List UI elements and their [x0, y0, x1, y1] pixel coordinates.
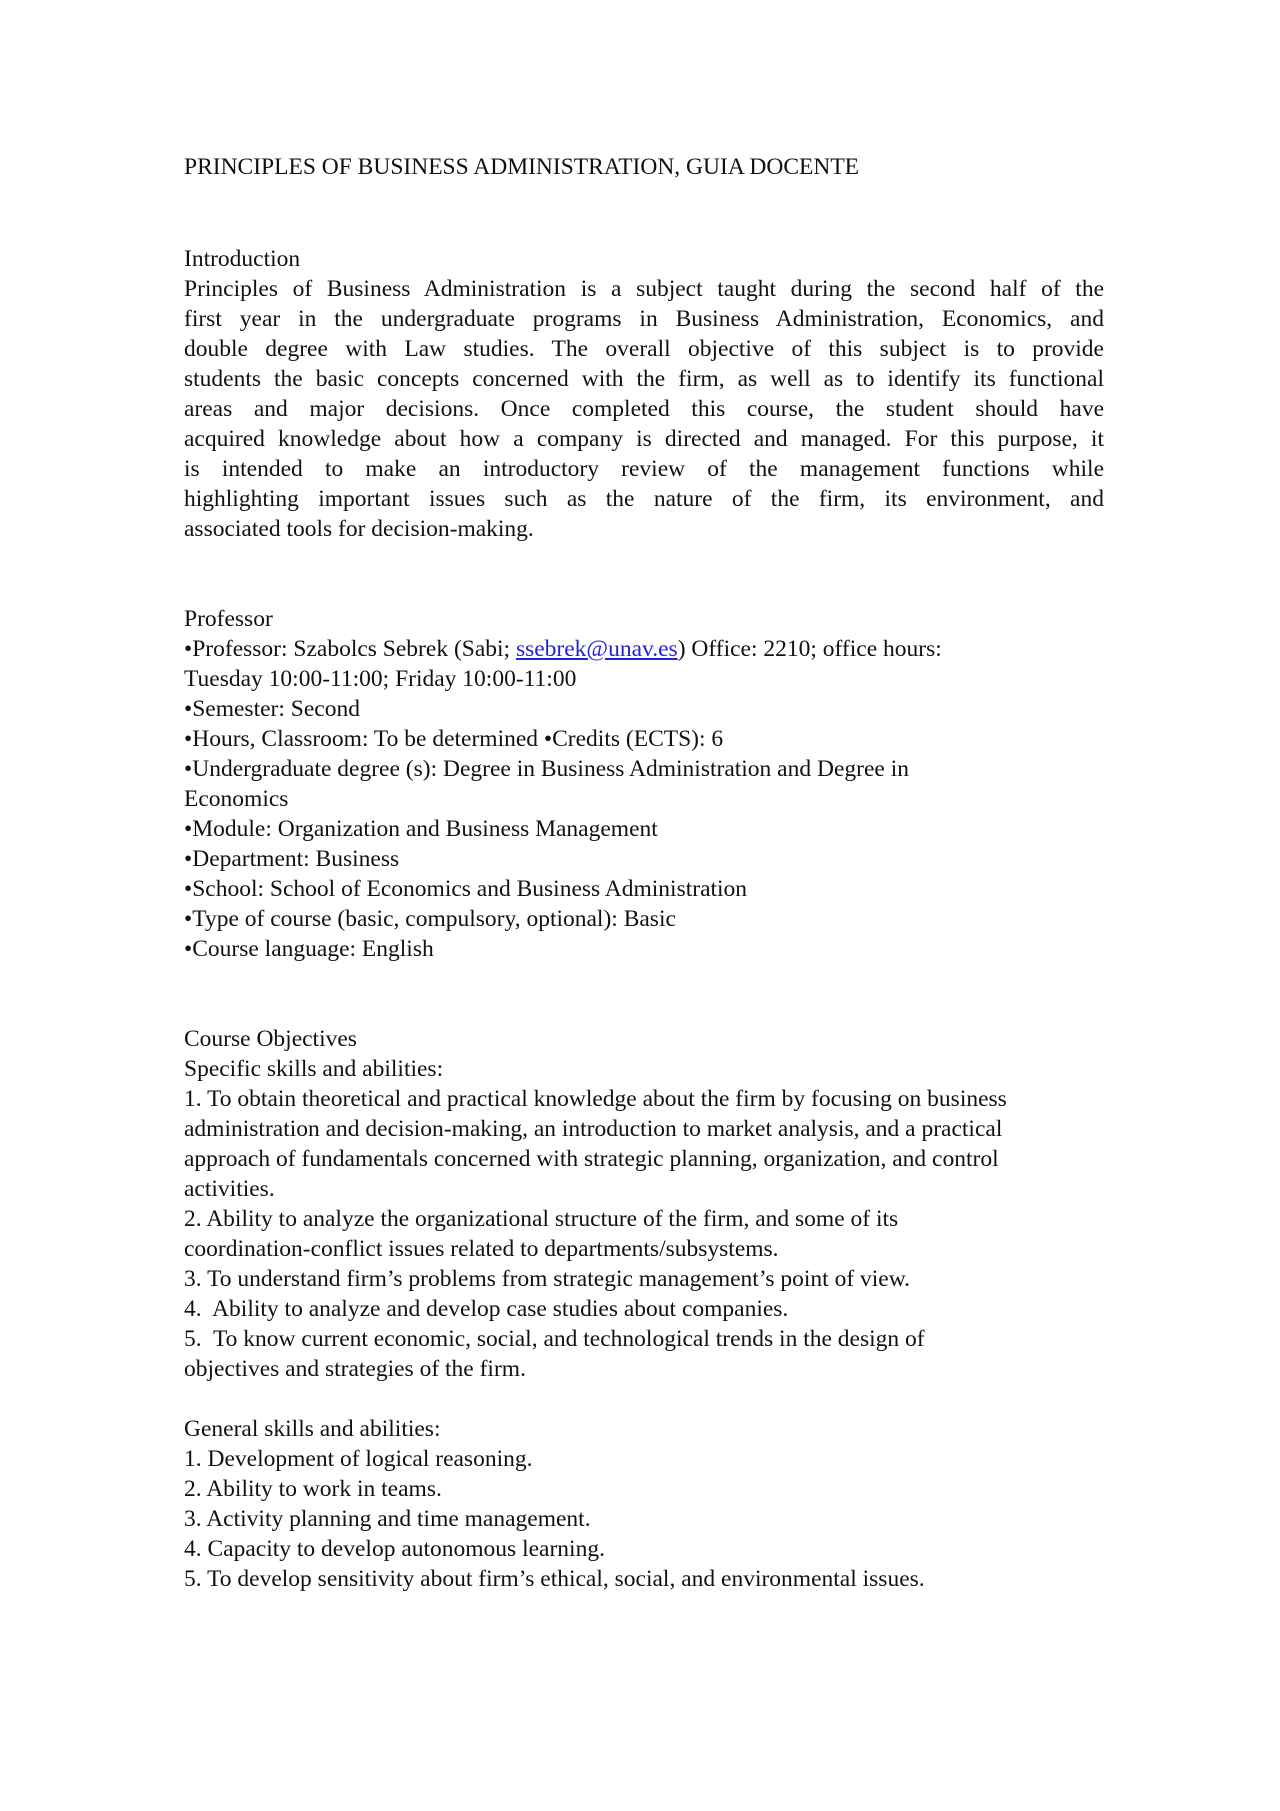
professor-info-line: Economics	[184, 786, 289, 812]
specific-skill-line: 4. Ability to analyze and develop case studies about companies.	[184, 1296, 789, 1322]
professor-info-line: •Module: Organization and Business Management	[184, 816, 658, 842]
specific-skill-line: approach of fundamentals concerned with strategic planning, organization, and control	[184, 1146, 999, 1172]
specific-skill-line: 1. To obtain theoretical and practical knowledge about the firm by focusing on business	[184, 1086, 1007, 1112]
intro-line: associated tools for decision-making.	[184, 516, 534, 542]
general-skill-line: 4. Capacity to develop autonomous learning.	[184, 1536, 605, 1562]
professor-info-line: •Department: Business	[184, 846, 400, 872]
general-skill-line: 2. Ability to work in teams.	[184, 1476, 442, 1502]
professor-info-line: Tuesday 10:00-11:00; Friday 10:00-11:00	[184, 666, 577, 692]
specific-skill-line: activities.	[184, 1176, 275, 1202]
specific-skill-line: 3. To understand firm’s problems from strategic management’s point of view.	[184, 1266, 911, 1292]
general-skills-heading: General skills and abilities:	[184, 1416, 441, 1442]
specific-skill-line: coordination-conflict issues related to departments/subsystems.	[184, 1236, 779, 1262]
professor-info-line: •Course language: English	[184, 936, 434, 962]
intro-line: areas and major decisions. Once completed this course, the student should have	[184, 396, 1104, 422]
professor-info-line: •Type of course (basic, compulsory, optional): Basic	[184, 906, 676, 932]
professor-info-line: •Hours, Classroom: To be determined •Credits (ECTS): 6	[184, 726, 724, 752]
intro-line: students the basic concepts concerned with the firm, as well as to identify its functional	[184, 366, 1104, 392]
specific-skill-line: 5. To know current economic, social, and technological trends in the design of	[184, 1326, 925, 1352]
intro-line: Principles of Business Administration is a subject taught during the second half of the	[184, 276, 1104, 302]
general-skill-line: 3. Activity planning and time management.	[184, 1506, 591, 1532]
email-link[interactable]: ssebrek@unav.es	[515, 636, 678, 662]
intro-line: is intended to make an introductory review of the management functions while	[184, 456, 1104, 482]
objectives-heading: Course Objectives	[184, 1026, 357, 1052]
intro-line: highlighting important issues such as the nature of the firm, its environment, and	[184, 486, 1104, 512]
document-page	[184, 152, 1104, 1594]
specific-skills-heading: Specific skills and abilities:	[184, 1056, 444, 1082]
professor-info-line: •Semester: Second	[184, 696, 360, 722]
specific-skill-line: 2. Ability to analyze the organizational structure of the firm, and some of its	[184, 1206, 899, 1232]
specific-skill-line: objectives and strategies of the firm.	[184, 1356, 526, 1382]
professor-name-text: •Professor: Szabolcs Sebrek (Sabi;	[184, 636, 516, 662]
office-hours-text: ) Office: 2210; office hours:	[677, 636, 942, 662]
professor-line	[184, 634, 1104, 664]
general-skill-line: 5. To develop sensitivity about firm’s ethical, social, and environmental issues.	[184, 1566, 925, 1592]
general-skill-line: 1. Development of logical reasoning.	[184, 1446, 533, 1472]
professor-heading: Professor	[184, 606, 273, 632]
professor-info-line: •Undergraduate degree (s): Degree in Business Administration and Degree in	[184, 756, 909, 782]
specific-skill-line: administration and decision-making, an introduction to market analysis, and a practical	[184, 1116, 1003, 1142]
introduction-heading: Introduction	[184, 246, 301, 272]
intro-line: double degree with Law studies. The overall objective of this subject is to provide	[184, 336, 1104, 362]
professor-info-line: •School: School of Economics and Business Administration	[184, 876, 748, 902]
intro-line: acquired knowledge about how a company is directed and managed. For this purpose, it	[184, 426, 1104, 452]
document-title: PRINCIPLES OF BUSINESS ADMINISTRATION, GUIA DOCENTE	[184, 154, 860, 180]
intro-line: first year in the undergraduate programs in Business Administration, Economics, and	[184, 306, 1104, 332]
